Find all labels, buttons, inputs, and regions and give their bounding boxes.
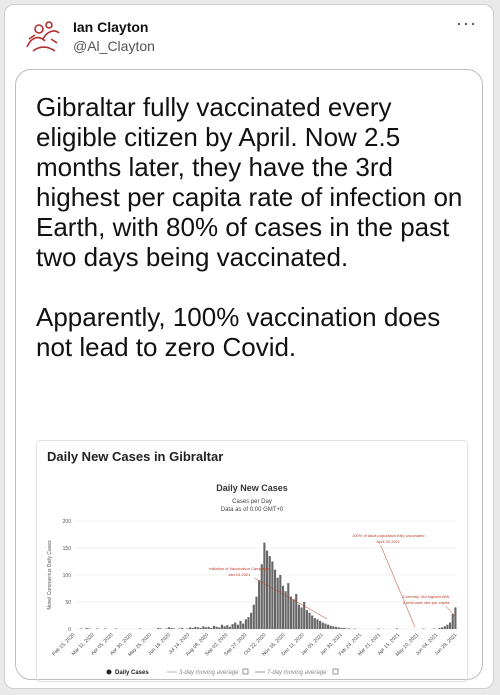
annotation-label: Covid case rate per capita — [402, 600, 450, 605]
bar — [165, 628, 167, 629]
bar — [160, 628, 162, 629]
tweet-text — [36, 92, 466, 392]
bar — [258, 580, 260, 629]
x-tick-label: Jun 29, 2021 — [433, 632, 459, 657]
y-tick-label: 100 — [62, 573, 71, 579]
bar — [438, 628, 440, 629]
x-tick-label: Oct 22, 2020 — [242, 632, 268, 657]
annotation-label: 100% of adult population fully vaccinated — [351, 533, 425, 538]
bar — [186, 628, 188, 629]
bar — [232, 624, 234, 629]
x-tick-label: Jan 30, 2021 — [319, 632, 344, 657]
annotation-label: Currently, 3rd highest WW — [402, 594, 450, 599]
chart-image[interactable] — [36, 440, 468, 682]
bar — [354, 628, 356, 629]
bar — [285, 591, 287, 629]
bar — [340, 628, 342, 629]
bar — [173, 628, 175, 629]
bar — [348, 628, 350, 629]
tweet-paragraph: Gibraltar fully vaccinated every eligible citizen by April. Now 2.5 months later, they have the 3rd highest per capita rate of infection on Earth, with 80% of cases in the past two days being vaccinated. — [36, 92, 463, 272]
bar — [308, 613, 310, 629]
bar — [247, 617, 249, 629]
y-axis-label: Novel Coronavirus Daily Cases — [47, 540, 53, 610]
bar — [452, 614, 454, 629]
chart-subtitle: Cases per Day — [232, 499, 272, 505]
bar — [293, 599, 295, 629]
bar — [316, 619, 318, 629]
flower-logo-icon[interactable] — [21, 17, 65, 57]
bar — [205, 627, 207, 629]
x-tick-label: Mar 21, 2021 — [356, 632, 383, 658]
legend-label: Daily Cases — [115, 670, 149, 676]
bar — [300, 607, 302, 629]
bar — [343, 628, 345, 629]
bar — [295, 594, 297, 629]
x-tick-label: Feb 24, 2021 — [337, 632, 363, 658]
bar — [189, 627, 191, 629]
bar — [115, 628, 117, 629]
bar — [263, 543, 265, 629]
bar — [441, 627, 443, 629]
bar — [290, 597, 292, 629]
bar — [226, 625, 228, 629]
bar — [194, 627, 196, 629]
bar — [277, 578, 279, 629]
bar — [346, 628, 348, 629]
x-tick-label: Dec 11, 2020 — [280, 632, 306, 658]
bar — [298, 605, 300, 629]
bar — [271, 562, 273, 630]
legend-label: 3-day moving average — [179, 670, 239, 676]
bar — [444, 626, 446, 629]
bar — [327, 625, 329, 629]
x-tick-label: Apr 30, 2020 — [109, 632, 134, 657]
bar — [433, 628, 435, 629]
bar — [88, 628, 90, 629]
bar — [338, 627, 340, 629]
tweet-body — [15, 69, 483, 680]
bar — [330, 626, 332, 629]
annotation-label: Initiation of Vaccination Campaign — [209, 566, 270, 571]
x-tick-label: Sep 02, 2020 — [203, 632, 230, 658]
x-tick-label: Feb 15, 2020 — [51, 632, 77, 658]
y-tick-label: 200 — [62, 519, 71, 525]
bar — [245, 619, 247, 629]
legend-label: 7-day moving average — [267, 670, 327, 676]
x-tick-label: May 10, 2021 — [394, 632, 421, 658]
tweet-header — [15, 15, 485, 55]
more-dots-icon[interactable]: ··· — [456, 13, 477, 33]
bar — [239, 621, 241, 629]
bar — [311, 616, 313, 630]
bar — [234, 623, 236, 629]
legend-marker-daily — [107, 670, 112, 675]
bar — [210, 628, 212, 629]
bar — [181, 628, 183, 629]
legend-box — [333, 669, 338, 674]
bar — [282, 586, 284, 629]
y-tick-label: 150 — [62, 546, 71, 552]
x-tick-label: Jul 14, 2020 — [167, 632, 192, 656]
bar — [266, 551, 268, 629]
annotation-label: Jan 10 2021 — [228, 572, 251, 577]
bar — [200, 628, 202, 629]
annotation-arrow — [381, 545, 415, 627]
bar — [261, 564, 263, 629]
bar — [242, 624, 244, 629]
bar — [157, 628, 159, 629]
y-tick-label: 0 — [68, 627, 71, 633]
tweet-card — [4, 4, 494, 689]
y-tick-label: 50 — [65, 600, 71, 606]
bar — [279, 575, 281, 629]
bar — [80, 628, 82, 629]
bar — [324, 624, 326, 629]
x-tick-label: May 25, 2020 — [127, 632, 153, 658]
bar — [213, 626, 215, 629]
bar — [314, 618, 316, 629]
bar — [306, 610, 308, 629]
bar — [139, 628, 141, 629]
bar — [221, 625, 223, 629]
x-tick-label: Apr 15, 2021 — [376, 632, 402, 657]
x-tick-label: Mar 11, 2020 — [70, 632, 96, 657]
bar — [237, 625, 239, 629]
bar — [168, 627, 170, 629]
x-tick-label: Nov 16, 2020 — [261, 632, 287, 658]
annotation-arrow — [446, 606, 456, 616]
bar — [319, 621, 321, 629]
chart — [37, 441, 467, 681]
bar — [104, 628, 106, 629]
bar — [253, 605, 255, 629]
tweet-paragraph: Apparently, 100% vaccination does not lead to zero Covid. — [36, 302, 441, 362]
bar — [86, 628, 88, 629]
bar — [332, 626, 334, 629]
bar — [423, 628, 425, 629]
bar — [287, 583, 289, 629]
bar — [250, 613, 252, 629]
x-tick-label: Jun 04, 2021 — [414, 632, 440, 657]
bar — [396, 628, 398, 629]
bar — [216, 627, 218, 629]
bar — [197, 627, 199, 629]
chart-card-title: Daily New Cases in Gibraltar — [47, 449, 224, 464]
user-handle[interactable]: @Al_Clayton — [73, 38, 155, 54]
x-tick-label: Sep 27, 2020 — [223, 632, 249, 658]
annotation-label: April 30 2021 — [376, 539, 401, 544]
bar — [322, 623, 324, 629]
x-tick-label: Apr 05, 2020 — [90, 632, 115, 657]
x-tick-label: Aug 08, 2020 — [184, 632, 211, 658]
bar — [274, 570, 276, 629]
bar — [449, 623, 451, 629]
bar — [454, 607, 456, 629]
chart-title: Daily New Cases — [216, 483, 288, 493]
bar — [255, 597, 257, 629]
bar — [335, 627, 337, 629]
bar — [96, 628, 98, 629]
bar — [178, 628, 180, 629]
x-tick-label: Jun 19, 2020 — [147, 632, 172, 657]
bar — [208, 627, 210, 629]
bar — [229, 627, 231, 629]
bar — [171, 628, 173, 629]
chart-subtitle-2: Data as of 0:00 GMT+0 — [220, 507, 284, 513]
bar — [202, 626, 204, 629]
bar — [218, 627, 220, 629]
bar — [446, 625, 448, 629]
bar — [377, 628, 379, 629]
user-name[interactable]: Ian Clayton — [73, 19, 149, 35]
bar — [192, 628, 194, 629]
legend-box — [243, 669, 248, 674]
x-tick-label: Jan 05, 2021 — [300, 632, 325, 657]
bar — [224, 626, 226, 629]
